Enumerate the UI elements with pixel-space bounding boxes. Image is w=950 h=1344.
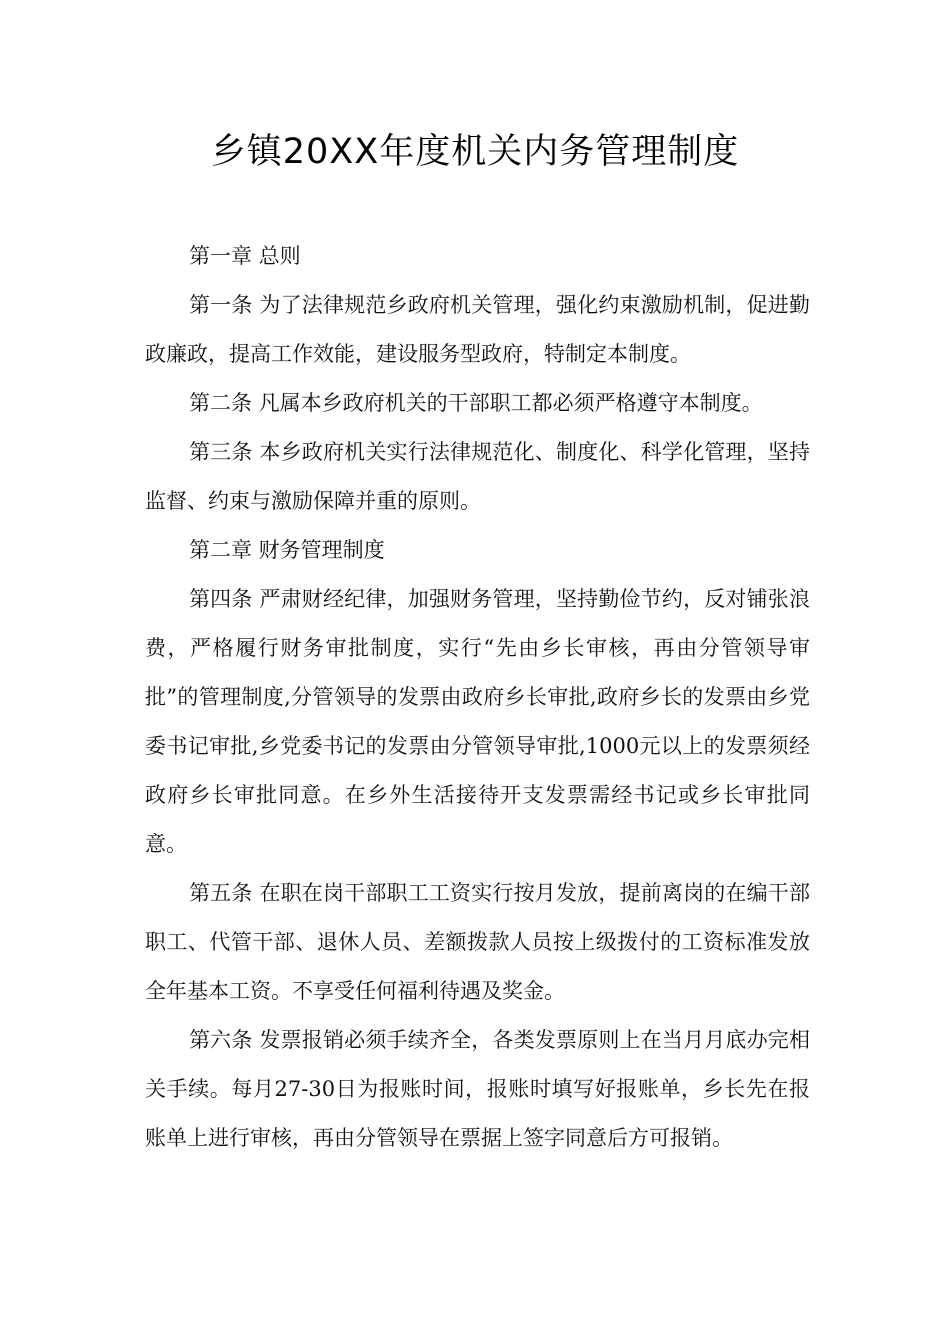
article-paragraph: 第一条 为了法律规范乡政府机关管理，强化约束激励机制，促进勤政廉政，提高工作效能，建设服务型政府，特制定本制度。 [145,293,810,366]
document-body [145,232,810,1163]
article-paragraph: 第四条 严肃财经纪律，加强财务管理，坚持勤俭节约，反对铺张浪费，严格履行财务审批制度，实行“先由乡长审核，再由分管领导审批”的管理制度,分管领导的发票由政府乡长审批,政府乡长的发票由乡党委书记审批,乡党委书记的发票由分管领导审批,1000元以上的发票须经政府乡长审批同意。在乡外生活接待开支发票需经书记或乡长审批同意。 [145,587,810,856]
article-paragraph: 第二条 凡属本乡政府机关的干部职工都必须严格遵守本制度。 [189,391,763,415]
chapter-heading: 第一章 总则 [189,244,301,268]
document-title: 乡镇20XX年度机关内务管理制度 [210,132,740,172]
article-paragraph: 第五条 在职在岗干部职工工资实行按月发放，提前离岗的在编干部职工、代管干部、退休人员、差额拨款人员按上级拨付的工资标准发放全年基本工资。不享受任何福利待遇及奖金。 [145,881,810,1003]
chapter-heading: 第二章 财务管理制度 [189,538,385,562]
article-paragraph: 第三条 本乡政府机关实行法律规范化、制度化、科学化管理，坚持监督、约束与激励保障并重的原则。 [145,440,810,513]
article-paragraph: 第六条 发票报销必须手续齐全，各类发票原则上在当月月底办完相关手续。每月27-30日为报账时间，报账时填写好报账单，乡长先在报账单上进行审核，再由分管领导在票据上签字同意后方可报销。 [145,1028,810,1150]
